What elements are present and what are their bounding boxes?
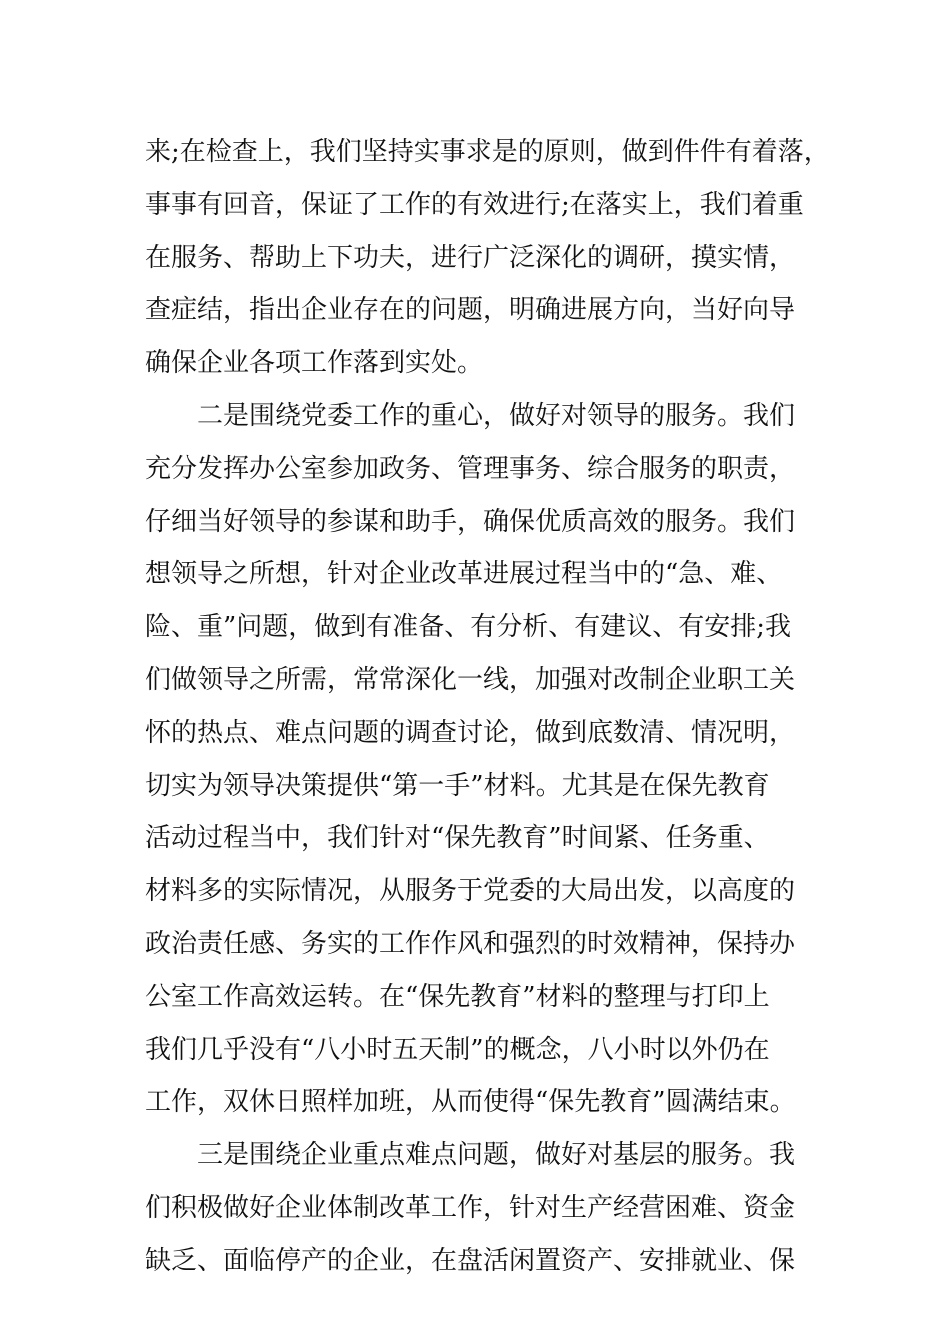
document-body xyxy=(145,126,830,1288)
text-line: 险、重”问题，做到有准备、有分析、有建议、有安排;我 xyxy=(145,612,792,643)
text-line: 想领导之所想，针对企业改革进展过程当中的“急、难、 xyxy=(145,559,783,590)
paragraph-start-line: 二是围绕党委工作的重心，做好对领导的服务。我们 xyxy=(197,400,796,431)
text-line: 缺乏、面临停产的企业，在盘活闲置资产、安排就业、保 xyxy=(145,1245,796,1276)
text-line: 在服务、帮助上下功夫，进行广泛深化的调研，摸实情， xyxy=(145,242,796,273)
text-line: 确保企业各项工作落到实处。 xyxy=(145,348,484,379)
text-line: 公室工作高效运转。在“保先教育”材料的整理与打印上 xyxy=(145,981,770,1012)
text-line: 充分发挥办公室参加政务、管理事务、综合服务的职责， xyxy=(145,453,796,484)
text-line: 切实为领导决策提供“第一手”材料。尤其是在保先教育 xyxy=(145,770,770,801)
text-line: 活动过程当中，我们针对“保先教育”时间紧、任务重、 xyxy=(145,823,770,854)
text-line: 们做领导之所需，常常深化一线，加强对改制企业职工关 xyxy=(145,664,796,695)
text-line: 仔细当好领导的参谋和助手，确保优质高效的服务。我们 xyxy=(145,506,796,537)
text-line: 政治责任感、务实的工作作风和强烈的时效精神，保持办 xyxy=(145,928,796,959)
paragraph-start-line: 三是围绕企业重点难点问题，做好对基层的服务。我 xyxy=(197,1140,796,1171)
text-line: 事事有回音，保证了工作的有效进行;在落实上，我们着重 xyxy=(145,189,804,220)
text-line: 来;在检查上，我们坚持实事求是的原则，做到件件有着落， xyxy=(145,137,830,167)
text-line: 怀的热点、难点问题的调查讨论，做到底数清、情况明， xyxy=(145,717,796,748)
text-line: 工作，双休日照样加班，从而使得“保先教育”圆满结束。 xyxy=(145,1087,796,1118)
text-line: 我们几乎没有“八小时五天制”的概念，八小时以外仍在 xyxy=(145,1034,770,1065)
text-line: 们积极做好企业体制改革工作，针对生产经营困难、资金 xyxy=(145,1192,796,1223)
text-line: 材料多的实际情况，从服务于党委的大局出发，以高度的 xyxy=(145,876,796,907)
text-line: 查症结，指出企业存在的问题，明确进展方向，当好向导 xyxy=(145,295,796,326)
